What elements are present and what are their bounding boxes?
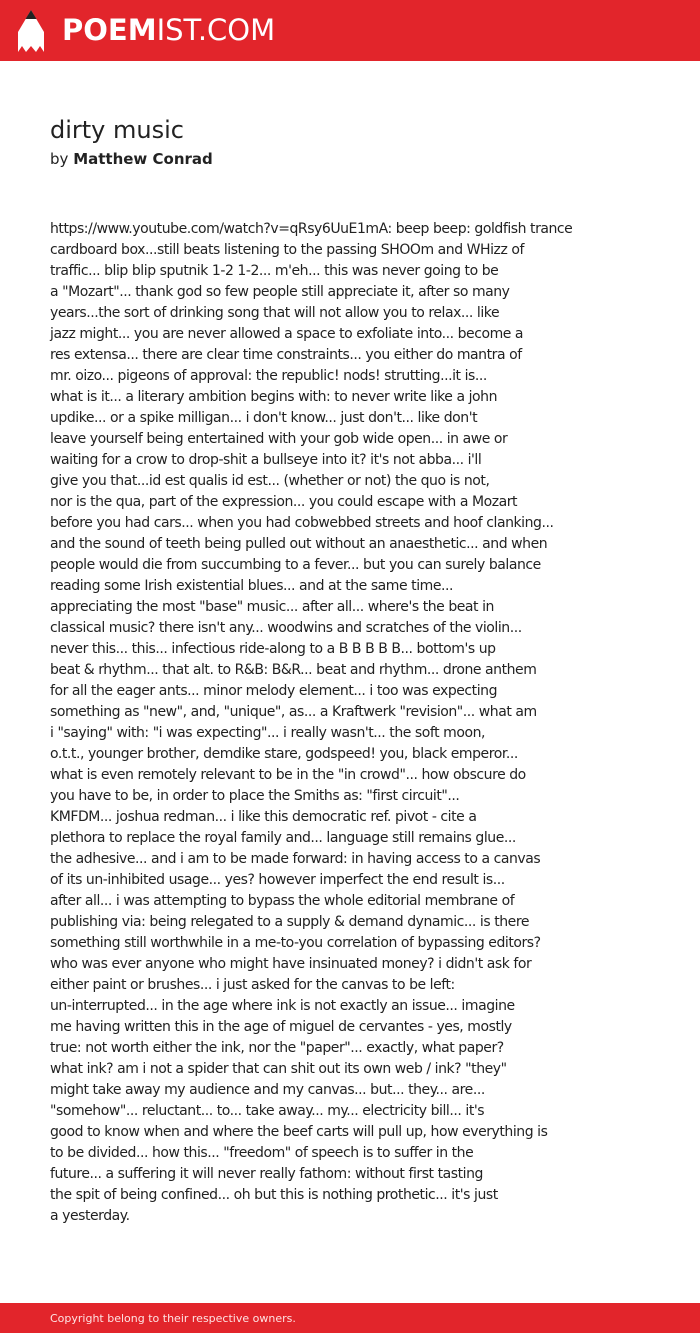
poem-line: people would die from succumbing to a fever... but you can surely balance (50, 557, 541, 573)
poem-line: waiting for a crow to drop-shit a bullseye into it? it's not abba... i'll (50, 452, 482, 468)
poem-line: and the sound of teeth being pulled out without an anaesthetic... and when (50, 536, 548, 552)
poem-line: what is it... a literary ambition begins with: to never write like a john (50, 389, 497, 405)
poem-line: classical music? there isn't any... woodwins and scratches of the violin... (50, 620, 522, 636)
author-name: Matthew Conrad (73, 150, 213, 168)
poem-line: you have to be, in order to place the Smiths as: "first circuit"... (50, 788, 460, 804)
poem-line: cardboard box...still beats listening to the passing SHOOm and WHizz of (50, 242, 524, 258)
site-logo-text[interactable] (62, 13, 275, 47)
poem-line: KMFDM... joshua redman... i like this democratic ref. pivot - cite a (50, 809, 477, 825)
poem-line: res extensa... there are clear time constraints... you either do mantra of (50, 347, 522, 363)
site-header (0, 0, 700, 61)
poem-line: something still worthwhile in a me-to-you correlation of bypassing editors? (50, 935, 541, 951)
brand-light: IST.COM (156, 13, 276, 47)
brand-bold: POEM (62, 13, 157, 47)
poem-line: the spit of being confined... oh but this is nothing prothetic... it's just (50, 1187, 498, 1203)
poem-line: after all... i was attempting to bypass the whole editorial membrane of (50, 893, 515, 909)
poem-line: of its un-inhibited usage... yes? however imperfect the end result is... (50, 872, 505, 888)
poem-line: what is even remotely relevant to be in the "in crowd"... how obscure do (50, 767, 526, 783)
poem-line: nor is the qua, part of the expression... you could escape with a Mozart (50, 494, 518, 510)
poem-line: jazz might... you are never allowed a space to exfoliate into... become a (50, 326, 524, 342)
poem-line: to be divided... how this... "freedom" of speech is to suffer in the (50, 1145, 474, 1161)
poem-line: something as "new", and, "unique", as... a Kraftwerk "revision"... what am (50, 704, 537, 720)
poem-line: updike... or a spike milligan... i don't know... just don't... like don't (50, 410, 478, 426)
byline (50, 148, 213, 170)
poem-body (50, 219, 690, 1227)
poem-line: future... a suffering it will never really fathom: without first tasting (50, 1166, 483, 1182)
poem-line: years...the sort of drinking song that will not allow you to relax... like (50, 305, 500, 321)
poem-line: reading some Irish existential blues... and at the same time... (50, 578, 453, 594)
site-footer (0, 1303, 700, 1333)
poem-title: dirty music (50, 116, 184, 144)
poem-line: o.t.t., younger brother, demdike stare, godspeed! you, black emperor... (50, 746, 518, 762)
poem-line: traffic... blip blip sputnik 1-2 1-2... m'eh... this was never going to be (50, 263, 499, 279)
poem-line: publishing via: being relegated to a supply & demand dynamic... is there (50, 914, 529, 930)
poem-line: the adhesive... and i am to be made forward: in having access to a canvas (50, 851, 541, 867)
poem-line: before you had cars... when you had cobwebbed streets and hoof clanking... (50, 515, 554, 531)
poem-line: me having written this in the age of miguel de cervantes - yes, mostly (50, 1019, 512, 1035)
poem-line: mr. oizo... pigeons of approval: the republic! nods! strutting...it is... (50, 368, 487, 384)
copyright-text: Copyright belong to their respective owners. (50, 1312, 296, 1325)
poem-line: either paint or brushes... i just asked for the canvas to be left: (50, 977, 455, 993)
poem-line: a "Mozart"... thank god so few people still appreciate it, after so many (50, 284, 510, 300)
pencil-tip-icon[interactable] (17, 10, 45, 52)
poem-line: might take away my audience and my canvas... but... they... are... (50, 1082, 485, 1098)
poem-line: plethora to replace the royal family and... language still remains glue... (50, 830, 516, 846)
poem-line: appreciating the most "base" music... after all... where's the beat in (50, 599, 494, 615)
poem-line: never this... this... infectious ride-along to a B B B B B... bottom's up (50, 641, 496, 657)
poem-line: i "saying" with: "i was expecting"... i really wasn't... the soft moon, (50, 725, 486, 741)
poem-line: un-interrupted... in the age where ink is not exactly an issue... imagine (50, 998, 515, 1014)
poem-line: what ink? am i not a spider that can shit out its own web / ink? "they" (50, 1061, 507, 1077)
poem-line: good to know when and where the beef carts will pull up, how everything is (50, 1124, 548, 1140)
poem-line: "somehow"... reluctant... to... take away... my... electricity bill... it's (50, 1103, 485, 1119)
poem-line: for all the eager ants... minor melody element... i too was expecting (50, 683, 498, 699)
poem-line: a yesterday. (50, 1208, 130, 1224)
poem-line: who was ever anyone who might have insinuated money? i didn't ask for (50, 956, 532, 972)
poem-line: leave yourself being entertained with your gob wide open... in awe or (50, 431, 508, 447)
byline-prefix: by (50, 150, 69, 168)
poem-line: give you that...id est qualis id est... (whether or not) the quo is not, (50, 473, 490, 489)
poem-line: beat & rhythm... that alt. to R&B: B&R... beat and rhythm... drone anthem (50, 662, 537, 678)
poem-line: https://www.youtube.com/watch?v=qRsy6UuE1mA: beep beep: goldfish trance (50, 221, 573, 237)
poem-line: true: not worth either the ink, nor the "paper"... exactly, what paper? (50, 1040, 504, 1056)
